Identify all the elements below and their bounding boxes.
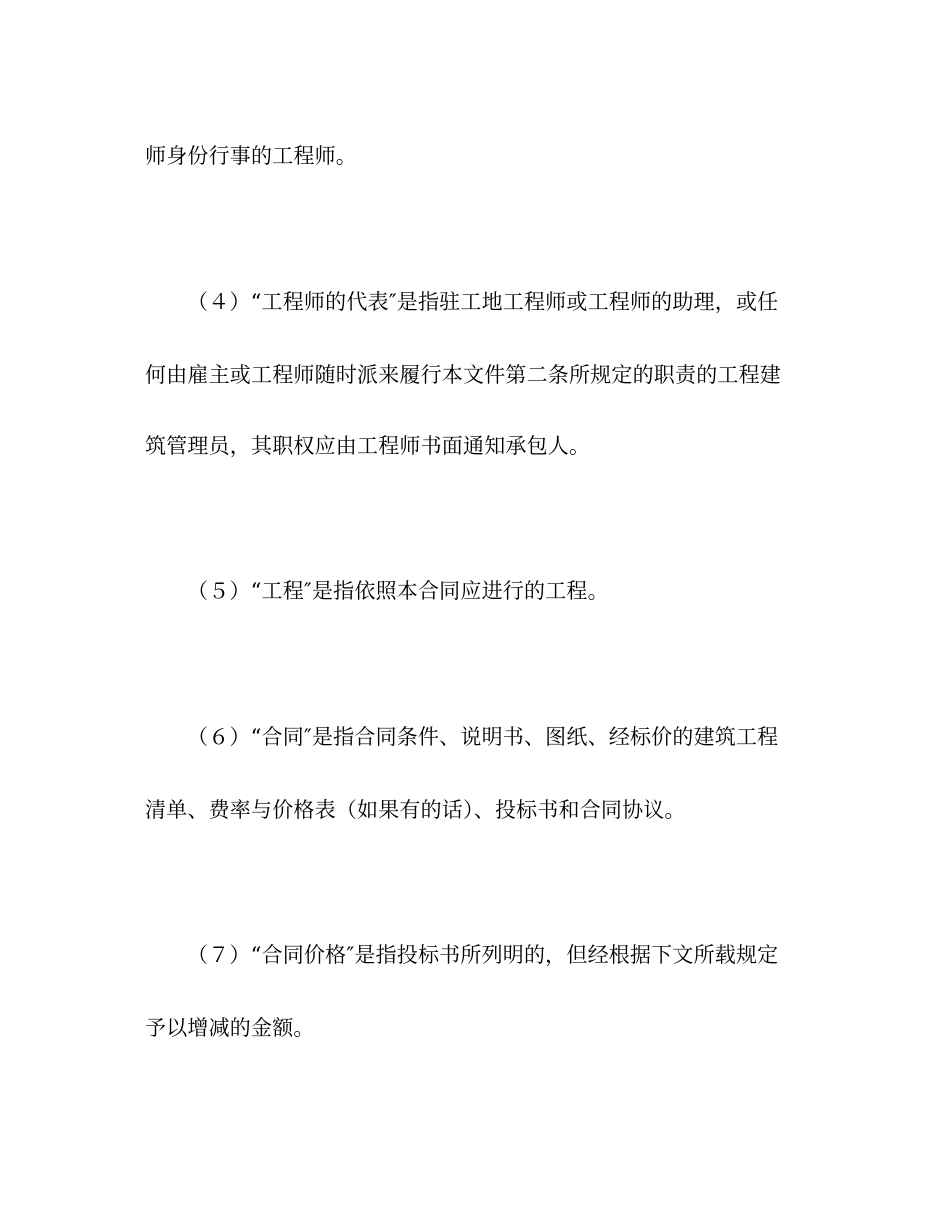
- paragraph-line: （７）“合同价格″是指投标书所列明的，但经根据下文所载规定: [187, 943, 779, 967]
- paragraph-line: 师身份行事的工程师。: [145, 144, 357, 168]
- paragraph-line: （６）“合同″是指合同条件、说明书、图纸、经标价的建筑工程: [187, 725, 779, 749]
- paragraph-line: （５）“工程″是指依照本合同应进行的工程。: [187, 579, 609, 603]
- paragraph-line: 筑管理员，其职权应由工程师书面通知承包人。: [145, 434, 591, 458]
- paragraph-line: 清单、费率与价格表（如果有的话）、投标书和合同协议。: [145, 798, 686, 822]
- paragraph-line: （４）“工程师的代表″是指驻工地工程师或工程师的助理，或任: [187, 290, 779, 314]
- paragraph-line: 予以增减的金额。: [145, 1016, 315, 1040]
- paragraph-line: 何由雇主或工程师随时派来履行本文件第二条所规定的职责的工程建: [145, 363, 781, 387]
